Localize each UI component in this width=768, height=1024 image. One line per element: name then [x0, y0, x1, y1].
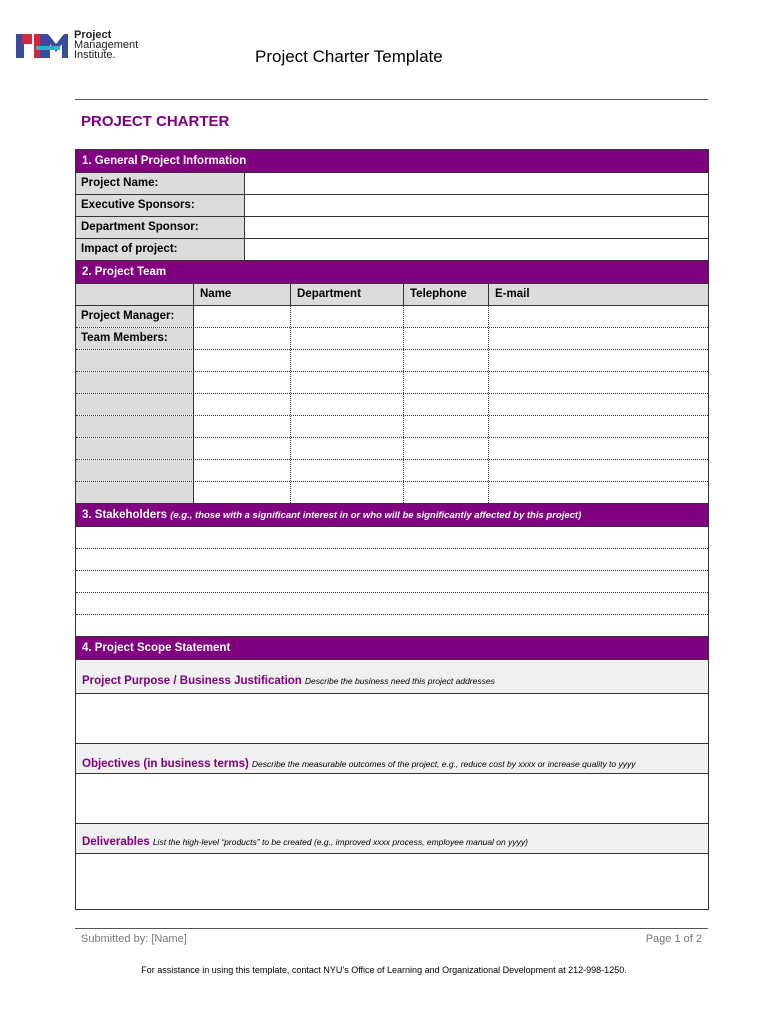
stakeholder-line[interactable] [76, 527, 708, 549]
label-executive-sponsors: Executive Sponsors: [76, 195, 245, 216]
purpose-label: Project Purpose / Business Justification [82, 675, 302, 687]
team-header-blank [76, 284, 194, 305]
table-cell[interactable] [489, 350, 708, 371]
charter-form [75, 149, 709, 910]
row-project-name [76, 173, 708, 195]
label-impact: Impact of project: [76, 239, 245, 260]
team-header-row [76, 284, 708, 306]
column-header-department: Department [291, 284, 404, 305]
label-team-members: Team Members: [76, 328, 194, 349]
table-cell[interactable] [291, 328, 404, 349]
page-number: Page 1 of 2 [645, 933, 702, 945]
field-impact[interactable] [245, 239, 708, 260]
row-department-sponsor [76, 217, 708, 239]
table-cell[interactable] [489, 438, 708, 459]
logo-line-3: Institute. [74, 49, 116, 61]
pmi-logo [16, 30, 186, 66]
table-cell[interactable] [194, 416, 291, 437]
objectives-label: Objectives (in business terms) [82, 758, 249, 770]
purpose-subheader [76, 660, 708, 694]
table-cell[interactable] [404, 438, 489, 459]
section-general-info-header: 1. General Project Information [76, 150, 708, 173]
submitted-by: Submitted by: [Name] [81, 933, 187, 945]
stakeholder-line[interactable] [76, 549, 708, 571]
table-cell[interactable] [76, 350, 194, 371]
section-project-team-header: 2. Project Team [76, 261, 708, 284]
table-cell[interactable] [404, 460, 489, 481]
table-cell[interactable] [489, 328, 708, 349]
table-cell[interactable] [194, 394, 291, 415]
table-cell[interactable] [291, 306, 404, 327]
table-cell[interactable] [194, 306, 291, 327]
charter-heading: PROJECT CHARTER [81, 113, 230, 130]
table-cell[interactable] [404, 372, 489, 393]
stakeholder-line[interactable] [76, 615, 708, 637]
purpose-hint: Describe the business need this project addresses [304, 676, 495, 686]
column-header-name: Name [194, 284, 291, 305]
deliverables-subheader [76, 824, 708, 854]
table-row [76, 394, 708, 416]
table-cell[interactable] [404, 306, 489, 327]
table-cell[interactable] [76, 460, 194, 481]
table-row [76, 416, 708, 438]
table-cell[interactable] [194, 328, 291, 349]
footer-divider [75, 928, 708, 929]
objectives-subheader [76, 744, 708, 774]
table-cell[interactable] [194, 372, 291, 393]
table-cell[interactable] [291, 416, 404, 437]
stakeholders-note: (e.g., those with a significant interest in or who will be significantly affected by this project) [170, 510, 582, 521]
table-cell[interactable] [489, 416, 708, 437]
table-cell[interactable] [404, 328, 489, 349]
field-project-name[interactable] [245, 173, 708, 194]
objectives-hint: Describe the measurable outcomes of the project, e.g., reduce cost by xxxx or increase quality to yyyy [251, 759, 636, 769]
table-cell[interactable] [291, 460, 404, 481]
table-cell[interactable] [194, 482, 291, 503]
deliverables-field[interactable] [76, 854, 708, 909]
row-impact [76, 239, 708, 261]
table-row [76, 350, 708, 372]
field-executive-sponsors[interactable] [245, 195, 708, 216]
section-stakeholders-header [76, 504, 708, 527]
table-cell[interactable] [291, 372, 404, 393]
header-divider [75, 99, 708, 100]
stakeholders-title: 3. Stakeholders [82, 509, 168, 521]
table-cell[interactable] [489, 394, 708, 415]
table-row [76, 482, 708, 504]
table-cell[interactable] [404, 416, 489, 437]
table-cell[interactable] [76, 482, 194, 503]
table-cell[interactable] [489, 482, 708, 503]
objectives-field[interactable] [76, 774, 708, 824]
table-cell[interactable] [76, 438, 194, 459]
label-project-name: Project Name: [76, 173, 245, 194]
column-header-telephone: Telephone [404, 284, 489, 305]
table-cell[interactable] [489, 372, 708, 393]
table-cell[interactable] [194, 460, 291, 481]
table-cell[interactable] [194, 350, 291, 371]
stakeholder-line[interactable] [76, 571, 708, 593]
deliverables-label: Deliverables [82, 836, 150, 848]
assistance-note: For assistance in using this template, contact NYU’s Office of Learning and Organizational Development at 212-998-1250. [141, 965, 627, 975]
table-row [76, 438, 708, 460]
deliverables-hint: List the high-level “products” to be created (e.g., improved xxxx process, employee manual on yyyy) [152, 837, 528, 847]
table-cell[interactable] [291, 438, 404, 459]
table-cell[interactable] [404, 482, 489, 503]
row-executive-sponsors [76, 195, 708, 217]
stakeholder-line[interactable] [76, 593, 708, 615]
table-cell[interactable] [76, 416, 194, 437]
table-cell[interactable] [404, 394, 489, 415]
label-project-manager: Project Manager: [76, 306, 194, 327]
table-cell[interactable] [76, 372, 194, 393]
table-cell[interactable] [291, 482, 404, 503]
section-scope-header: 4. Project Scope Statement [76, 637, 708, 660]
table-cell[interactable] [76, 394, 194, 415]
logo-text [74, 30, 138, 60]
document-title: Project Charter Template [255, 47, 443, 66]
logo-line-1: Project [74, 29, 112, 41]
table-cell[interactable] [291, 350, 404, 371]
table-cell[interactable] [194, 438, 291, 459]
table-cell[interactable] [489, 460, 708, 481]
purpose-field[interactable] [76, 694, 708, 744]
table-row [76, 372, 708, 394]
table-cell[interactable] [489, 306, 708, 327]
table-row [76, 460, 708, 482]
team-row-project-manager [76, 306, 708, 328]
field-department-sponsor[interactable] [245, 217, 708, 238]
column-header-email: E-mail [489, 284, 708, 305]
logo-line-2: Management [74, 39, 139, 51]
label-department-sponsor: Department Sponsor: [76, 217, 245, 238]
team-row-team-members [76, 328, 708, 350]
pmi-logo-icon [16, 32, 68, 60]
table-cell[interactable] [291, 394, 404, 415]
table-cell[interactable] [404, 350, 489, 371]
